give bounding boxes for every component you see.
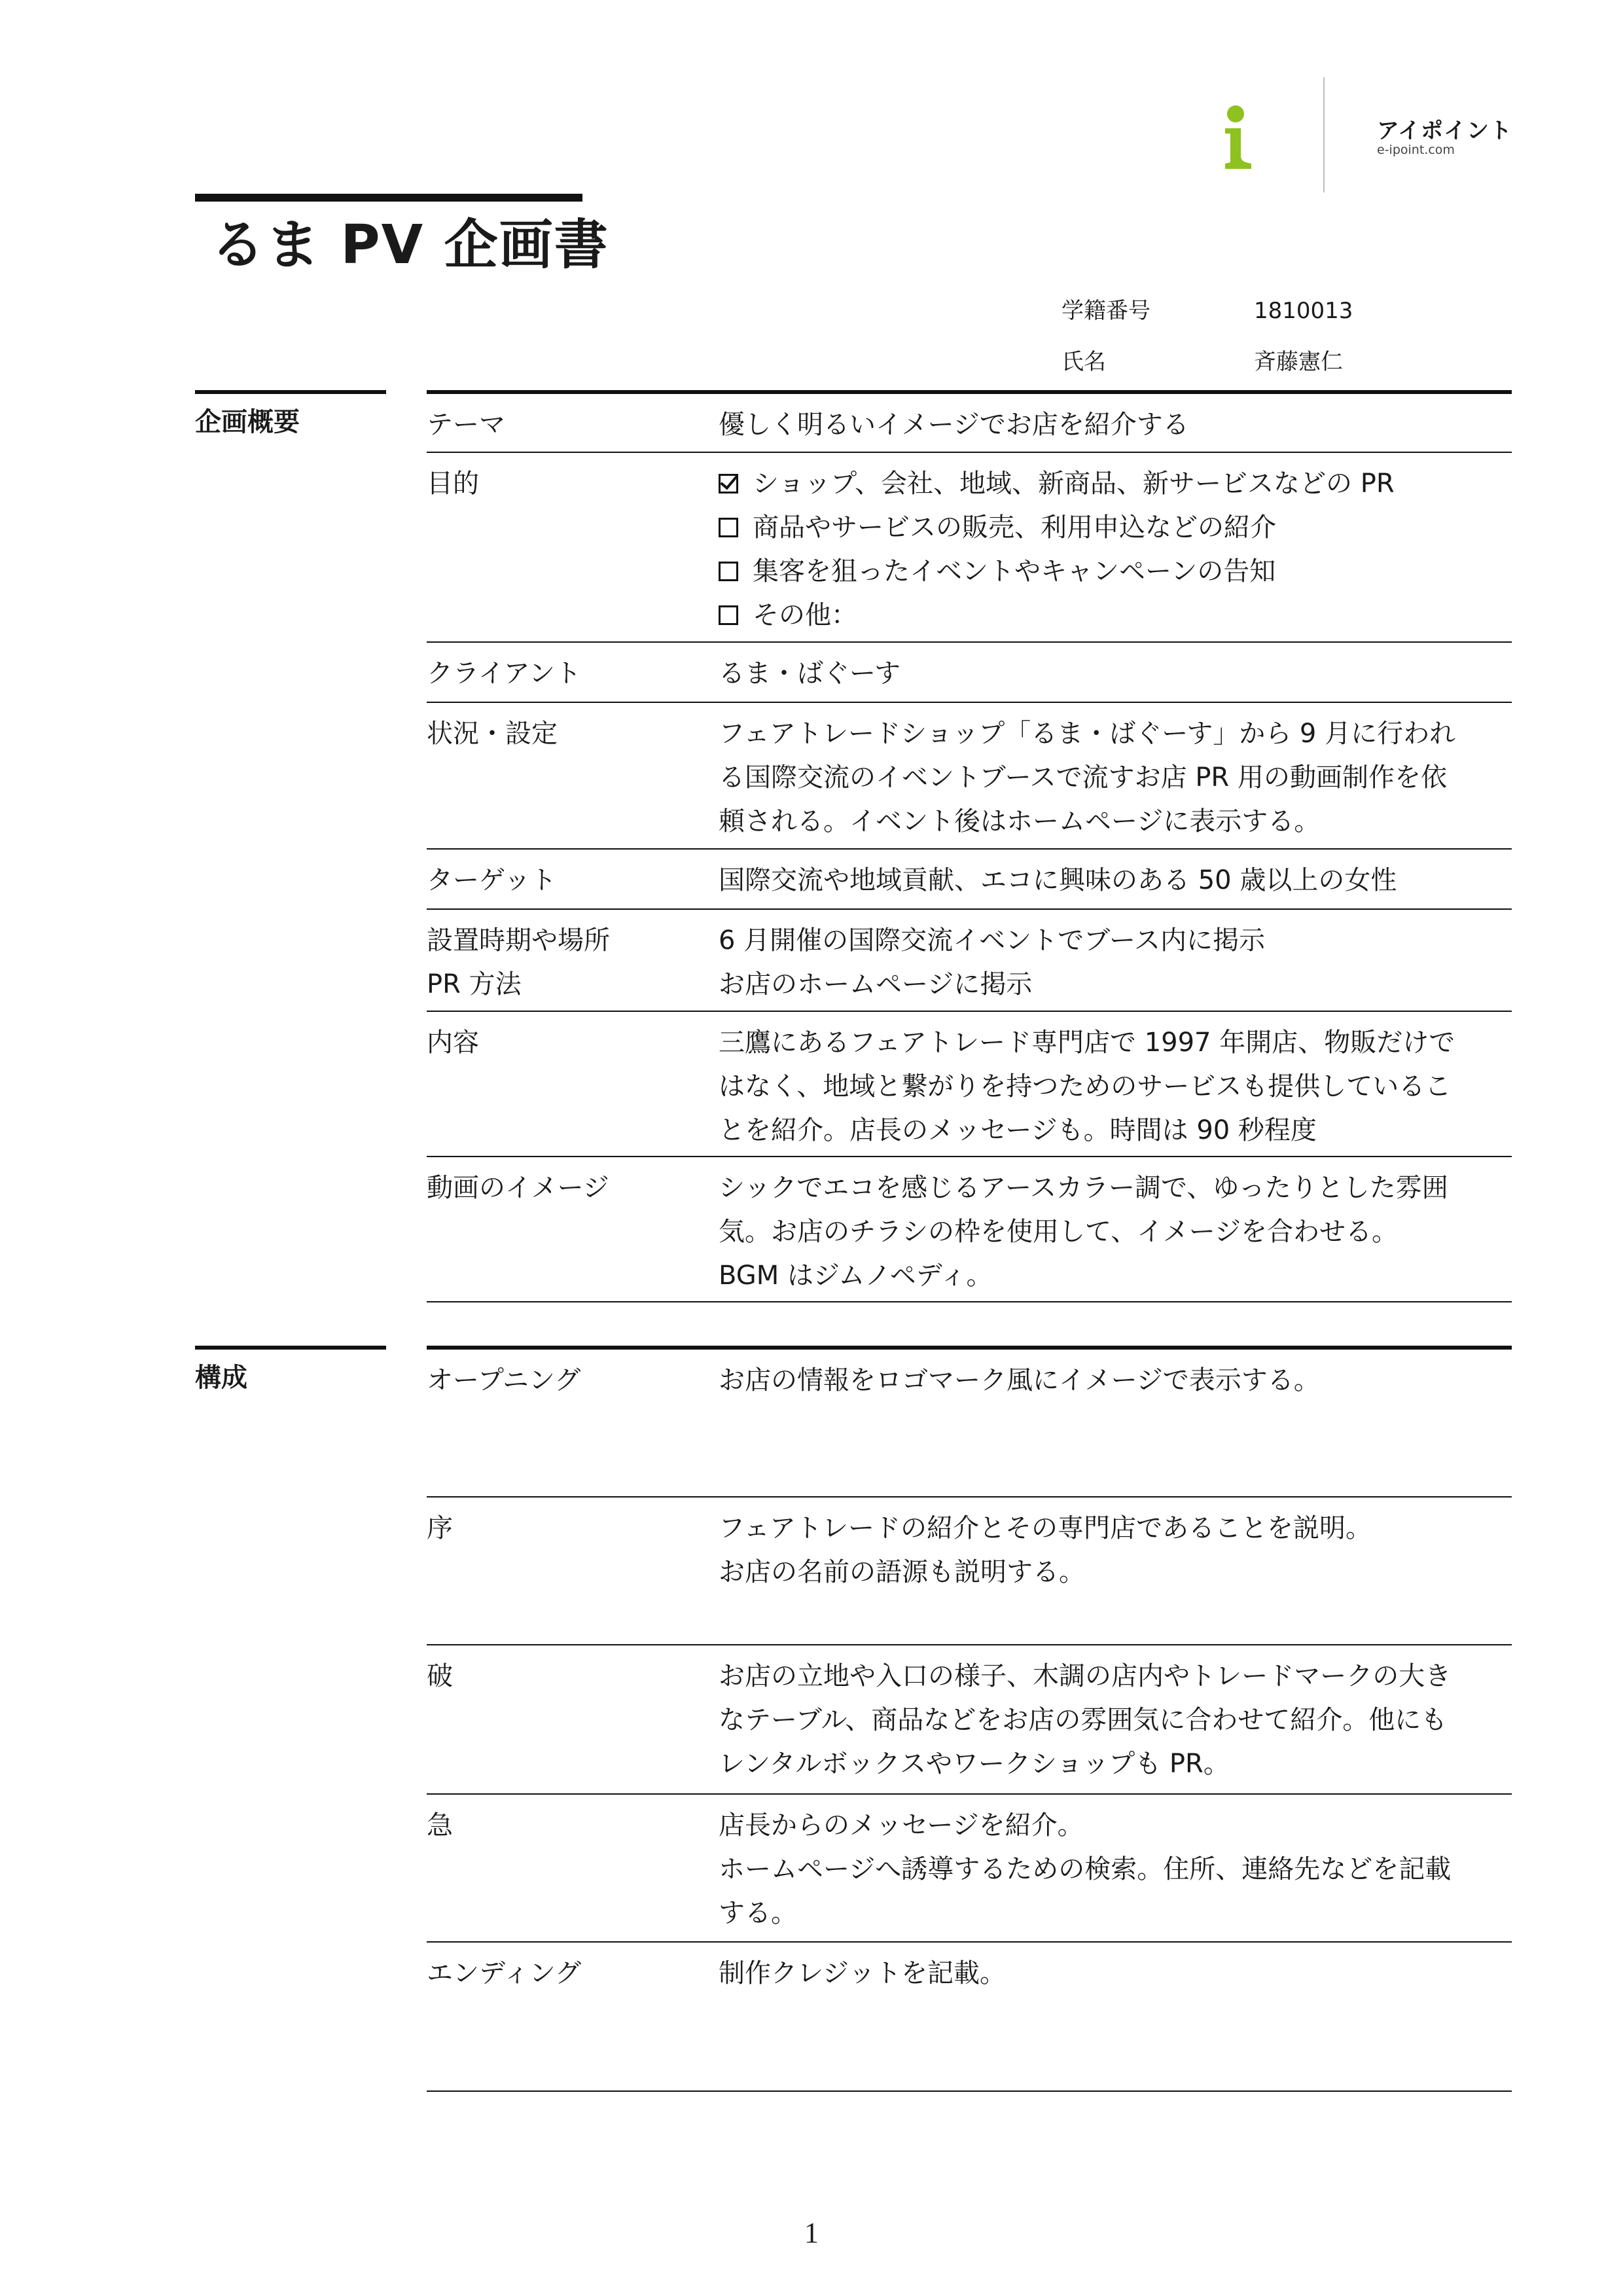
table-row xyxy=(427,1795,1512,1943)
row-value: 制作クレジットを記載。 xyxy=(719,1958,1006,1988)
overview-section-label: 企画概要 xyxy=(195,407,300,437)
title-bar xyxy=(195,194,582,202)
table-row xyxy=(427,394,1512,453)
checklist-item: 集客を狙ったイベントやキャンペーンの告知 xyxy=(719,550,1512,594)
checklist-item: その他： xyxy=(719,594,1512,637)
row-value: 国際交流や地域貢献、エコに興味のある 50 歳以上の女性 xyxy=(719,865,1397,895)
row-key: 設置時期や場所 PR 方法 xyxy=(427,925,610,999)
row-value: 店長からのメッセージを紹介。 ホームページへ誘導するための検索。住所、連絡先などを記載 する。 xyxy=(719,1810,1452,1928)
row-key: 急 xyxy=(427,1810,453,1840)
row-key: 内容 xyxy=(427,1028,479,1058)
row-key: 破 xyxy=(427,1661,453,1691)
logo-name: アイポイント xyxy=(1377,118,1512,144)
row-value: るま・ばぐーす xyxy=(719,658,901,689)
table-row xyxy=(427,1012,1512,1157)
table-row xyxy=(427,1943,1512,2092)
row-key: 動画のイメージ xyxy=(427,1173,609,1203)
checkbox-checked-icon[interactable] xyxy=(719,474,738,493)
checklist-item: ショップ、会社、地域、新商品、新サービスなどの PR xyxy=(719,462,1512,506)
row-key: オープニング xyxy=(427,1365,581,1395)
table-row xyxy=(427,850,1512,910)
logo-divider xyxy=(1323,77,1325,192)
structure-section-bar xyxy=(195,1346,386,1350)
row-key: クライアント xyxy=(427,658,581,689)
row-value: お店の立地や入口の様子、木調の店内やトレードマークの大き なテーブル、商品などをお店の雰囲気に合わせて紹介。他にも レンタルボックスやワークショップも PR。 xyxy=(719,1661,1452,1779)
table-row xyxy=(427,1645,1512,1795)
row-divider xyxy=(427,2090,1512,2092)
checkbox-icon[interactable] xyxy=(719,518,738,537)
row-key: 序 xyxy=(427,1513,453,1543)
row-key: ターゲット xyxy=(427,865,557,895)
page-number: 1 xyxy=(804,2217,819,2249)
table-row xyxy=(427,1350,1512,1498)
checkbox-icon[interactable] xyxy=(719,562,738,581)
row-divider xyxy=(427,1301,1512,1302)
row-value: フェアトレードショップ「るま・ばぐーす」から 9 月に行われ る国際交流のイベントブースで流すお店 PR 用の動画制作を依 頼される。イベント後はホームページに表示する。 xyxy=(719,719,1456,836)
row-value: お店の情報をロゴマーク風にイメージで表示する。 xyxy=(719,1365,1320,1395)
row-value: フェアトレードの紹介とその専門店であることを説明。 お店の名前の語源も説明する。 xyxy=(719,1513,1372,1587)
row-value: 優しく明るいイメージでお店を紹介する xyxy=(719,410,1189,440)
checkbox-icon[interactable] xyxy=(719,605,738,625)
page-title: るま PV 企画書 xyxy=(211,214,609,276)
student-name-value: 斉藤憲仁 xyxy=(1254,349,1343,375)
student-id-label: 学籍番号 xyxy=(1061,298,1150,324)
row-key: エンディング xyxy=(427,1958,581,1988)
row-key: テーマ xyxy=(427,410,505,440)
table-row xyxy=(427,453,1512,643)
row-value: 三鷹にあるフェアトレード専門店で 1997 年開店、物販だけで はなく、地域と繋がりを持つためのサービスも提供しているこ とを紹介。店長のメッセージも。時間は 90 秒程度 xyxy=(719,1028,1455,1145)
overview-section-bar xyxy=(195,390,386,394)
row-value: 6 月開催の国際交流イベントでブース内に掲示 お店のホームページに掲示 xyxy=(719,925,1265,999)
table-row xyxy=(427,1157,1512,1302)
logo-url: e-ipoint.com xyxy=(1377,143,1455,157)
checklist-item: 商品やサービスの販売、利用申込などの紹介 xyxy=(719,506,1512,550)
student-id-value: 1810013 xyxy=(1254,298,1353,324)
purpose-checklist xyxy=(719,462,1512,637)
table-row xyxy=(427,643,1512,703)
row-value: シックでエコを感じるアースカラー調で、ゆったりとした雰囲 気。お店のチラシの枠を使用して、イメージを合わせる。 BGM はジムノペディ。 xyxy=(719,1173,1448,1291)
student-name-label: 氏名 xyxy=(1061,349,1106,375)
row-key: 目的 xyxy=(427,469,479,499)
table-row xyxy=(427,703,1512,850)
table-row xyxy=(427,1498,1512,1645)
table-row xyxy=(427,910,1512,1012)
structure-section-label: 構成 xyxy=(195,1363,247,1393)
row-key: 状況・設定 xyxy=(427,719,558,749)
ipoint-logo-icon xyxy=(1216,105,1255,170)
